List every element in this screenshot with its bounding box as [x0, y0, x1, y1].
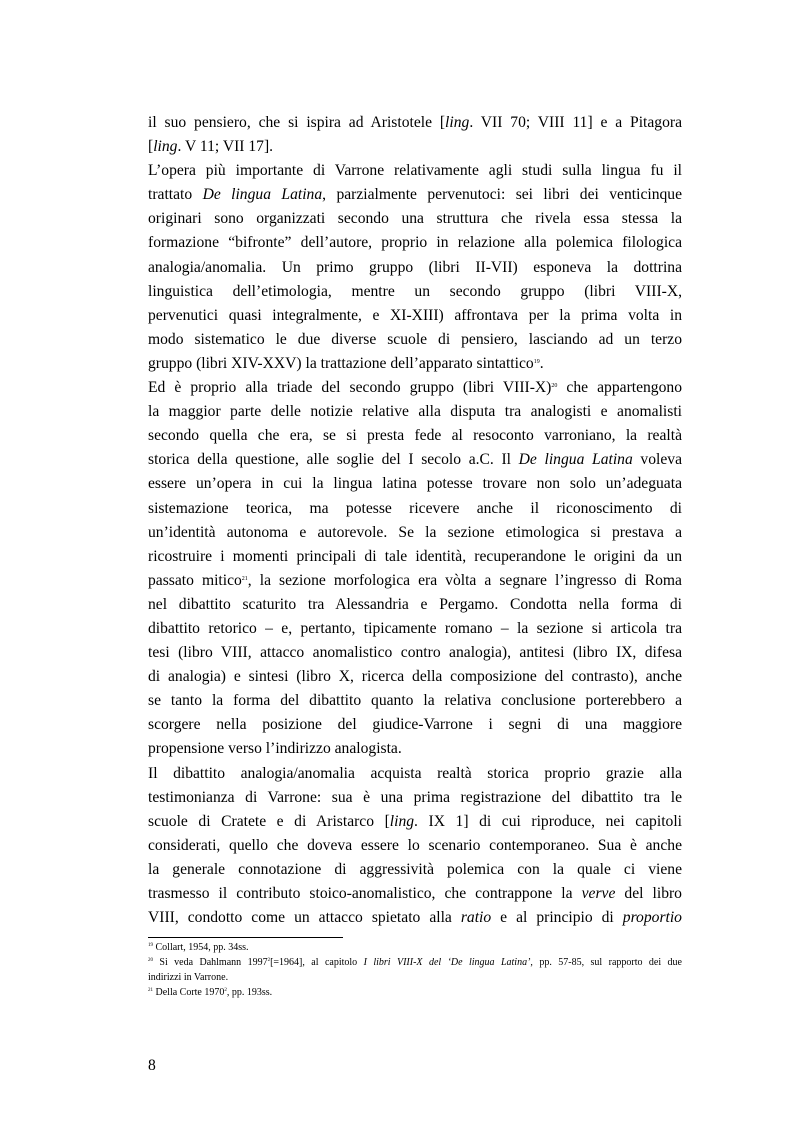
footnote-reference: 2 — [224, 988, 227, 993]
italic-text: De lingua Latina — [518, 451, 633, 469]
paragraph-line: testimonianza di Varrone: sua è una prima registrazione del dibattito tra le — [148, 788, 682, 806]
paragraph-line: secondo quella che era, se si presta fede al resoconto varroniano, la realtà — [148, 427, 682, 445]
italic-text: ling — [445, 114, 470, 131]
footnote-reference: 19 — [148, 943, 153, 948]
paragraph-line: storica della questione, alle soglie del I secolo a.C. Il De lingua Latina voleva — [148, 451, 682, 469]
paragraph-line: scuole di Cratete e di Aristarco [ling. IX 1] di cui riproduce, nei capitoli — [148, 812, 682, 830]
paragraph-line: analogia/anomalia. Un primo gruppo (libri II-VII) esponeva la dottrina — [148, 258, 682, 276]
paragraph-line: ricostruire i momenti principali di tale identità, recuperandone le origini da un — [148, 547, 682, 565]
paragraph-line: scorgere nella posizione del giudice-Varrone i segni di una maggiore — [148, 716, 682, 734]
paragraph-line: un’identità autonoma e autorevole. Se la sezione etimologica si prestava a — [148, 523, 682, 541]
paragraph-line: se tanto la forma del dibattito quanto la relativa conclusione porterebbero a — [148, 692, 682, 710]
footnote — [148, 985, 682, 1000]
paragraph-line: la maggior parte delle notizie relative alla disputa tra analogisti e anomalisti — [148, 403, 682, 421]
paragraph-line: essere un’opera in cui la lingua latina potesse trovare non solo un’adeguata — [148, 475, 682, 493]
paragraph-line: Ed è proprio alla triade del secondo gruppo (libri VIII-X)$^{20}$ che appartengono — [148, 379, 682, 397]
italic-text: I libri VIII-X del ‘De lingua Latina’ — [363, 957, 531, 968]
paragraph-line: modo sistematico le due diverse scuole di pensiero, lasciando ad un terzo — [148, 330, 682, 348]
footnote-reference: 21 — [241, 575, 248, 582]
italic-text: ratio — [460, 909, 492, 927]
footnote-reference: 2 — [267, 958, 271, 963]
footnote-reference: 21 — [148, 988, 153, 993]
footnote-line: $^{20}$ Si veda Dahlmann $1997^2[=1964]$, al capitolo I libri VIII-X del ‘De lingua Latina’, pp. 57-85, sul rapporto dei due — [148, 957, 682, 968]
paragraph-line: il suo pensiero, che si ispira ad Aristotele [ling. VII 70; VIII 11] e a Pitagora — [148, 114, 682, 131]
paragraph-line: considerati, quello che doveva essere lo scenario contemporaneo. Sua è anche — [148, 836, 682, 854]
paragraph-line: pervenutici quasi integralmente, e XI-XIII) affrontava per la prima volta in — [148, 306, 682, 324]
footnotes-section — [148, 937, 682, 1000]
paragraph-line: formazione “bifronte” dell’autore, proprio in relazione alla polemica filologica — [148, 234, 682, 252]
footnote-line: $^{19}$ Collart, 1954, pp. 34ss. — [148, 942, 249, 953]
footnote — [148, 955, 682, 985]
paragraph-line: L’opera più importante di Varrone relativamente agli studi sulla lingua fu il — [148, 162, 682, 180]
paragraph-line: trasmesso il contributo stoico-anomalistico, che contrappone la verve del libro — [148, 885, 682, 902]
footnote-reference: 20 — [148, 958, 153, 963]
italic-text: verve — [581, 885, 616, 902]
footnote-line: indirizzi in Varrone. — [148, 972, 229, 983]
paragraph-line: dibattito retorico – e, pertanto, tipicamente romano – la sezione si articola tra — [148, 619, 682, 637]
footnote-line: $^{21}$ Della Corte 1970$^2$, pp. 193ss. — [148, 987, 273, 998]
paragraph-line: di analogia) e sintesi (libro X, ricerca della composizione del contrasto), anche — [148, 668, 682, 686]
paragraph-line: passato mitico$^{21}$, la sezione morfologica era vòlta a segnare l’ingresso di Roma — [148, 571, 682, 589]
paragraph-line: la generale connotazione di aggressività polemica con la quale ci viene — [148, 860, 682, 878]
paragraph — [148, 376, 682, 762]
body-text — [148, 111, 682, 930]
italic-text: proportio — [622, 909, 682, 927]
footnote-reference: 20 — [551, 383, 558, 390]
footnote — [148, 940, 682, 955]
paragraph-line: nel dibattito scaturito tra Alessandria e Pergamo. Condotta nella forma di — [148, 595, 682, 613]
footnotes-list — [148, 940, 682, 1000]
paragraph-line: sistemazione teorica, ma potesse ricevere anche il riconoscimento di — [148, 499, 682, 517]
paragraph-line: VIII, condotto come un attacco spietato alla ratio e al principio di proportio — [148, 909, 682, 927]
paragraph — [148, 159, 682, 376]
paragraph-line: linguistica dell’etimologia, mentre un secondo gruppo (libri VIII-X, — [148, 282, 682, 300]
paragraph-line: [ling. V 11; VII 17]. — [148, 138, 274, 156]
paragraph — [148, 111, 682, 159]
italic-text: ling — [389, 812, 415, 830]
paragraph-line: tesi (libro VIII, attacco anomalistico contro analogia), antitesi (libro IX, difesa — [148, 644, 682, 662]
italic-text: ling — [153, 138, 178, 156]
footnote-separator-rule — [148, 937, 343, 938]
paragraph — [148, 762, 682, 931]
italic-text: De lingua Latina — [202, 186, 323, 204]
paragraph-line: propensione verso l’indirizzo analogista. — [148, 740, 402, 758]
paragraph-line: originari sono organizzati secondo una struttura che rivela essa stessa la — [148, 210, 682, 228]
footnote-reference: 19 — [533, 358, 540, 365]
paragraph-line: gruppo (libri XIV-XXV) la trattazione dell’apparato sintattico$^{19}$. — [148, 354, 544, 372]
page-number: 8 — [148, 1057, 156, 1074]
paragraph-line: Il dibattito analogia/anomalia acquista realtà storica proprio grazie alla — [148, 764, 682, 782]
paragraph-line: trattato De lingua Latina, parzialmente pervenutoci: sei libri dei venticinque — [148, 186, 683, 204]
